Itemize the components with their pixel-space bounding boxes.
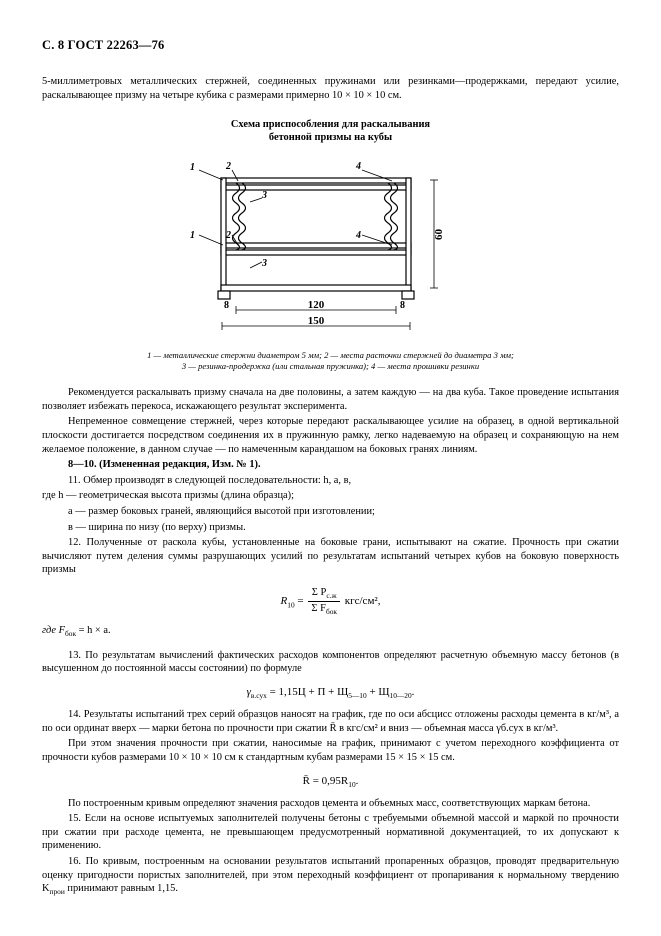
formula-Rbar (42, 775, 619, 789)
paragraph-combine: Непременное совмещение стержней, через которые передают раскалывающее усилие на образец, в одной вертикальной плоскости достигается посредством соединения их в пружинную рамку, легко надеваемую на образец и сохраняющую на нем желаемое положение, в данном случае — по намеченным карандашом на боковых гранях линиям. (42, 416, 619, 455)
figure-caption-line2: 3 — резинка-продержка (или стальная пружинка); 4 — места прошивки резинки (181, 361, 480, 372)
formula-R10-num-text: Σ P (311, 586, 327, 598)
leader-1-mid (199, 235, 223, 245)
base-bar (221, 285, 411, 291)
page-header: С. 8 ГОСТ 22263—76 (42, 38, 165, 52)
rod-bottom-upper (221, 243, 411, 248)
paragraph-item-16-text: 16. По кривым, построенным на основании результатов испытаний пропаренных образцов, проводят предварительную оценку пригодности пористых заполнителей, при этом переходный коэффициент от пропаривания к нормальному твердению K (42, 856, 619, 895)
figure-caption-line1: 1 — металлические стержни диаметром 5 мм; 2 — места расточки стержней до диаметра 3 мм; (147, 350, 514, 361)
formula-R10-units: кгс/см², (344, 595, 381, 608)
paragraph-item-11-a: a — размер боковых граней, являющийся высотой при изготовлении; (68, 505, 375, 517)
formula-R10: $R_{10}$ = $\frac{\Sigma P_{с.ж}}{\Sigma F_{бок}}$ кгс/см², (280, 586, 381, 617)
formula-Rbar-sub: 10 (348, 779, 356, 789)
callout-2-mid: 2 (225, 230, 231, 242)
formula-R10-den-sub: бок (325, 607, 338, 617)
leader-3-top (250, 198, 262, 202)
leader-1-top (199, 170, 223, 180)
figure-caption (42, 350, 619, 372)
formula-Rbar-text: R̄ = 0,95R (302, 774, 349, 787)
paragraph-item-14: 14. Результаты испытаний трех серий образцов наносят на график, где по оси абсцисс отложены расходы цемента в кг/м³, а по оси ординат вверх — марки бетона по прочности при сжатии R̄ в кгс/см² и вниз — объемная масса γб.сух в кг/м³. (42, 709, 619, 734)
paragraph-recommend: Рекомендуется раскалывать призму сначала на две половины, а затем каждую — на два куба. Такое проведение испытания позволяет избежать перекоса, искажающего результат эксперимента. (42, 387, 619, 412)
formula-gamma-rhs-sub2: 10—20 (389, 691, 412, 701)
formula-gamma-end: . (411, 685, 415, 698)
paragraph-item-12-where-sub: бок (65, 629, 77, 639)
formula-R10-num-sub: с.ж (326, 591, 337, 600)
intro-paragraph: 5-миллиметровых металлических стержней, соединенных пружинами или резинками—продержками, передают усилие, раскалывающее призму на четыре кубика с размерами примерно 10 × 10 × 10 см. (42, 76, 619, 101)
foot-left (218, 291, 230, 299)
paragraph-item-16-rest: принимают равным 1,15. (64, 883, 178, 895)
dim-label-height: 60 (432, 229, 445, 241)
formula-R10-subscript: 10 (287, 600, 295, 610)
paragraph-item-12-where-rest: = h × a. (76, 625, 111, 637)
formula-R10-fraction (308, 587, 340, 616)
callout-3-mid: 3 (261, 258, 267, 270)
paragraph-item-11-v: в — ширина по низу (по верху) призмы. (68, 521, 246, 533)
dim-label-inner: 120 (307, 299, 324, 312)
paragraph-item-15: 15. Если на основе испытуемых заполнителей получены бетоны с требуемыми объемной массой и маркой по прочности при сжатии при расходе цемента, не превышающем предусмотренный нормативной документацией, то их допускают к применению. (42, 813, 619, 852)
paragraph-item-13: 13. По результатам вычислений фактических расходов компонентов определяют расчетную объемную массу бетонов (в высушенном до постоянной массы состоянии) по формуле (42, 649, 619, 675)
dim-label-outer: 150 (307, 315, 324, 328)
formula-gamma-rhs-sub1: 5—10 (348, 691, 367, 701)
paragraph-item-12-where (42, 624, 619, 641)
callout-1-top: 1 (189, 162, 195, 174)
dim-label-right: 8 (399, 300, 405, 312)
apparatus-schematic-svg (166, 150, 496, 340)
paragraph-item-14-note: При этом значения прочности при сжатии, наносимые на график, принимают с учетом переходного коэффициента от прочности кубов размерами 10 × 10 × 10 см к стандартным кубам размерами 15 × 15 × 15 см. (42, 738, 619, 763)
callout-1-mid: 1 (189, 230, 195, 242)
right-spring (384, 183, 397, 250)
leader-3-mid (250, 262, 262, 268)
formula-R10-symbol: R (280, 595, 288, 608)
formula-R10-numerator (308, 587, 340, 602)
formula-R10-denominator (308, 602, 340, 616)
figure-diagram (42, 150, 619, 340)
figure-title (42, 118, 619, 144)
formula-gamma (42, 686, 619, 700)
formula-gamma-sub: в.сух (250, 691, 267, 701)
rod-bottom-lower (221, 250, 411, 255)
formula-gamma-rhs-mid: + Щ (366, 685, 390, 698)
foot-right (402, 291, 414, 299)
paragraph-curves: По построенным кривым определяют значения расходов цемента и объемных масс, соответствующих маркам бетона. (68, 797, 591, 809)
left-spring (232, 183, 245, 250)
paragraph-item-11-where: где h — геометрическая высота призмы (длина образца); (42, 490, 294, 502)
formula-gamma-symbol: γ (246, 685, 251, 698)
formula-Rbar-end: . (355, 774, 359, 787)
paragraph-item-12: 12. Полученные от раскола кубы, установленные на боковые грани, испытывают на сжатие. Прочность при сжатии вычисляют путем деления суммы разрушающих усилий по результатам испытаний четырех кубов на боковую поверхность призмы (42, 537, 619, 576)
paragraph-revision: 8—10. (Измененная редакция, Изм. № 1). (68, 459, 261, 471)
paragraph-item-16 (42, 855, 619, 899)
formula-R10-den-text: Σ F (311, 603, 326, 614)
rod-top-lower (221, 185, 411, 190)
callout-2-top: 2 (225, 161, 231, 173)
paragraph-item-12-where-symbol: где F (42, 625, 65, 637)
callout-4-mid: 4 (355, 230, 361, 242)
formula-gamma-rhs: = 1,15Ц + П + Щ (266, 685, 349, 698)
dim-label-left: 8 (223, 300, 229, 312)
callout-3-top: 3 (261, 190, 267, 202)
paragraph-item-16-sub: прои (49, 887, 65, 897)
rod-top-upper (221, 178, 411, 183)
figure-title-line1: Схема приспособления для раскалывания (230, 119, 431, 131)
figure-title-line2: бетонной призмы на кубы (268, 132, 393, 144)
post-right (406, 178, 411, 290)
callout-4-top: 4 (355, 161, 361, 173)
paragraph-item-11: 11. Обмер производят в следующей последовательности: h, a, в, (68, 474, 352, 486)
